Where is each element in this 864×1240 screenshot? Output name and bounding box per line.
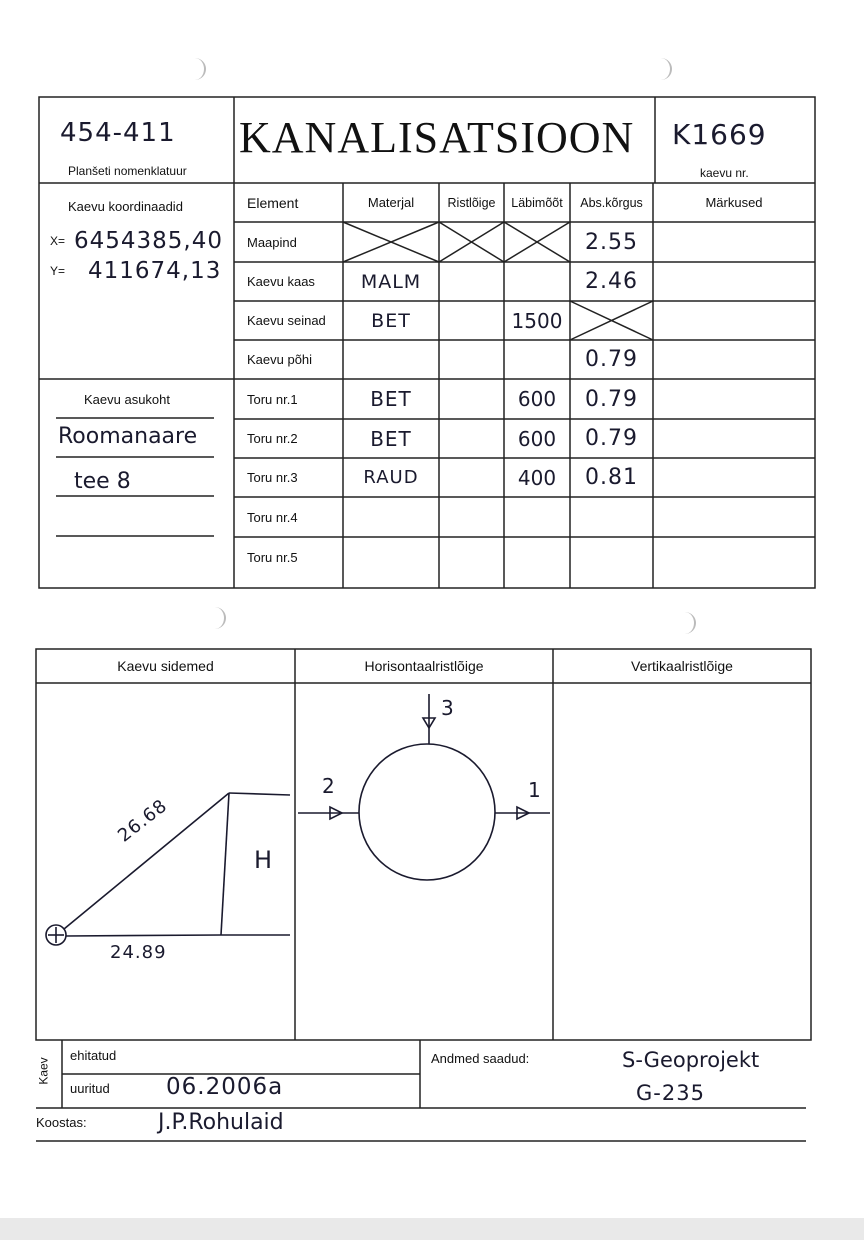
section-vertical: Vertikaalristlõige bbox=[631, 658, 733, 674]
row-diameter-value: 600 bbox=[517, 426, 557, 451]
y-coordinate-value: 411674,13 bbox=[88, 258, 222, 284]
row-element-label: Toru nr.3 bbox=[247, 470, 298, 485]
table-row bbox=[234, 497, 343, 537]
table-row bbox=[234, 537, 343, 577]
well-number-label: kaevu nr. bbox=[700, 166, 749, 180]
table-row bbox=[234, 340, 343, 379]
kaev-side-label: Kaev bbox=[36, 1057, 51, 1085]
row-abs-value: 0.79 bbox=[585, 347, 638, 372]
table-row bbox=[234, 379, 343, 419]
row-element-label: Kaevu põhi bbox=[247, 352, 313, 367]
row-abs-value: 0.81 bbox=[585, 465, 638, 490]
nomenclature-label: Planšeti nomenklatuur bbox=[68, 164, 187, 178]
y-prefix: Y= bbox=[50, 264, 66, 278]
row-diameter-value: 1500 bbox=[511, 308, 563, 333]
compiled-value: J.P.Rohulaid bbox=[158, 1110, 284, 1135]
coordinates-label: Kaevu koordinaadid bbox=[68, 199, 183, 214]
well-number-value: K1669 bbox=[672, 118, 767, 151]
table-row bbox=[234, 419, 343, 458]
x-prefix: X= bbox=[50, 234, 66, 248]
row-diameter-value: 600 bbox=[517, 387, 557, 411]
x-coordinate-value: 6454385,40 bbox=[74, 228, 224, 254]
data-source-label: Andmed saadud: bbox=[431, 1051, 530, 1066]
horizontal-section-sketch bbox=[298, 694, 550, 880]
pipe-3-label: 3 bbox=[441, 696, 455, 720]
location-label: Kaevu asukoht bbox=[84, 392, 171, 407]
header-materjal: Materjal bbox=[367, 195, 415, 210]
row-diameter-value: 400 bbox=[517, 465, 557, 490]
table-row bbox=[234, 301, 343, 340]
row-element-label: Kaevu kaas bbox=[247, 274, 315, 289]
header-abs-korgus: Abs.kõrgus bbox=[580, 195, 643, 210]
header-element: Element bbox=[247, 194, 299, 211]
row-material-value: BET bbox=[370, 387, 412, 411]
data-source-value-1: S-Geoprojekt bbox=[622, 1048, 760, 1072]
location-line-2: tee 8 bbox=[74, 469, 131, 494]
row-material-value: RAUD bbox=[363, 467, 419, 488]
row-material-value: BET bbox=[370, 426, 412, 451]
row-element-label: Toru nr.2 bbox=[247, 431, 298, 446]
table-row bbox=[234, 458, 343, 497]
table-row bbox=[234, 222, 343, 262]
table-row bbox=[234, 262, 343, 301]
row-abs-value: 0.79 bbox=[585, 426, 638, 451]
row-element-label: Toru nr.5 bbox=[247, 549, 298, 565]
compiled-label: Koostas: bbox=[36, 1115, 87, 1130]
pipe-2-label: 2 bbox=[322, 774, 336, 798]
location-line-1: Roomanaare bbox=[58, 424, 198, 449]
diagonal-distance-label: 26.68 bbox=[114, 795, 172, 847]
section-horizontal: Horisontaalristlõige bbox=[364, 658, 484, 674]
nomenclature-value: 454-411 bbox=[60, 118, 176, 148]
row-element-label: Toru nr.1 bbox=[247, 391, 298, 407]
pipe-1-label: 1 bbox=[528, 778, 542, 802]
row-material-value: MALM bbox=[360, 270, 422, 293]
building-label: H bbox=[254, 846, 274, 874]
section-well-links: Kaevu sidemed bbox=[117, 658, 214, 674]
page-title: KANALISATSIOON bbox=[239, 113, 635, 162]
row-element-label: Kaevu seinad bbox=[247, 313, 326, 328]
header-markused: Märkused bbox=[705, 195, 763, 210]
built-label: ehitatud bbox=[70, 1048, 117, 1063]
surveyed-value: 06.2006a bbox=[166, 1074, 284, 1100]
row-abs-value: 0.79 bbox=[585, 386, 638, 412]
data-source-value-2: G-235 bbox=[636, 1081, 705, 1105]
header-ristloige: Ristlõige bbox=[447, 195, 496, 210]
row-element-label: Toru nr.4 bbox=[247, 509, 298, 525]
base-distance-label: 24.89 bbox=[110, 942, 167, 963]
scan-bottom-edge bbox=[0, 1218, 864, 1240]
header-labimoot: Läbimõõt bbox=[511, 195, 563, 210]
row-abs-value: 2.46 bbox=[585, 269, 638, 294]
surveyed-label: uuritud bbox=[70, 1081, 110, 1096]
row-abs-value: 2.55 bbox=[585, 229, 638, 255]
row-element-label: Maapind bbox=[247, 234, 297, 250]
row-material-value: BET bbox=[371, 309, 411, 332]
